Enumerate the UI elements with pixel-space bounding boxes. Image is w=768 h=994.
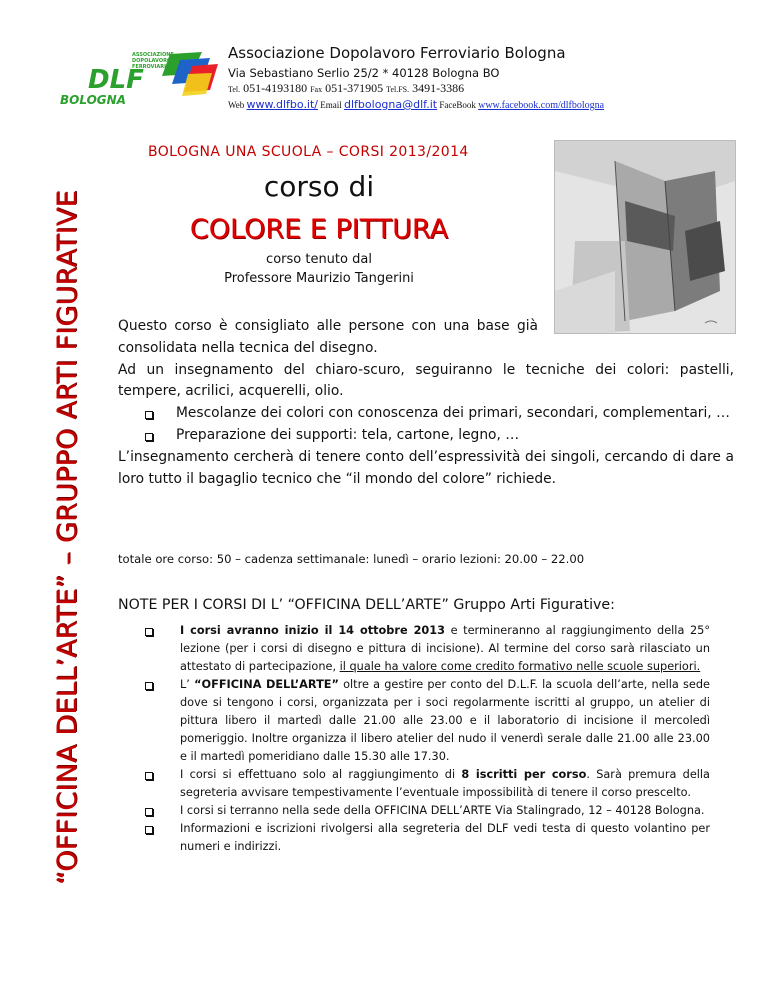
course-description bbox=[118, 316, 734, 490]
teacher-name: Professore Maurizio Tangerini bbox=[224, 271, 414, 286]
list-item: I corsi avranno inizio il 14 ottobre 2013 e termineranno al raggiungimento della 25° lezione (per i corsi di disegno e pittura di incisione). Al termine del corso sarà rilasciato un attestato di partecipazione, il quale ha valore come credito formativo nelle scuole superiori. bbox=[118, 622, 710, 676]
tel-label: Tel. bbox=[228, 85, 241, 94]
svg-text:DOPOLAVORO: DOPOLAVORO bbox=[132, 58, 172, 64]
list-item: I corsi si effettuano solo al raggiungimento di 8 iscritti per corso. Sarà premura della segreteria avvisare tempestivamente l’eventuale impossibilità di tenere il corso prescelto. bbox=[118, 766, 710, 802]
svg-text:FERROVIARIO: FERROVIARIO bbox=[132, 64, 171, 70]
checkbox-bullet-icon bbox=[145, 433, 153, 441]
facebook-label: FaceBook bbox=[439, 100, 476, 110]
vertical-section-title: “OFFICINA DELL’ARTE” – GRUPPO ARTI FIGURATIVE bbox=[52, 190, 83, 885]
list-item: Preparazione dei supporti: tela, cartone, legno, … bbox=[118, 425, 734, 447]
checkbox-bullet-icon bbox=[145, 411, 153, 419]
web-label: Web bbox=[228, 100, 245, 110]
fax-number: 051-371905 bbox=[325, 81, 384, 95]
logo-small-text: ASSOCIAZIONE bbox=[132, 52, 174, 58]
corso-di-heading: corso di bbox=[263, 170, 375, 203]
description-paragraph-2: Ad un insegnamento del chiaro-scuro, seguiranno le tecniche dei colori: pastelli, tempere, acrilici, acquerelli, olio. bbox=[118, 361, 734, 400]
tel-number: 051-4193180 bbox=[243, 81, 308, 95]
notes-list bbox=[118, 622, 710, 856]
org-address: Via Sebastiano Serlio 25/2 * 40128 Bologna BO bbox=[228, 66, 500, 80]
description-bullets bbox=[118, 403, 734, 447]
telfs-label: Tel.FS. bbox=[386, 85, 410, 94]
description-paragraph-1: Questo corso è consigliato alle persone con una base già consolidata nella tecnica del disegno. bbox=[118, 318, 538, 356]
email-link[interactable]: dlfbologna@dlf.it bbox=[344, 98, 438, 111]
facebook-link[interactable]: www.facebook.com/dlfbologna bbox=[478, 100, 605, 111]
checkbox-bullet-icon bbox=[145, 682, 153, 690]
org-web-links bbox=[228, 98, 604, 111]
organization-header bbox=[228, 44, 604, 111]
web-link[interactable]: www.dlfbo.it/ bbox=[246, 98, 319, 111]
course-title: COLORE E PITTURA bbox=[189, 214, 449, 245]
list-item: I corsi si terranno nella sede della OFFICINA DELL’ARTE Via Stalingrado, 12 – 40128 Bologna. bbox=[118, 802, 710, 820]
logo-city: BOLOGNA bbox=[60, 93, 126, 107]
course-schedule: totale ore corso: 50 – cadenza settimanale: lunedì – orario lezioni: 20.00 – 22.00 bbox=[118, 552, 585, 566]
taught-by-label: corso tenuto dal bbox=[266, 252, 372, 267]
fax-label: Fax bbox=[310, 85, 323, 94]
list-item: Mescolanze dei colori con conoscenza dei primari, secondari, complementari, … bbox=[118, 403, 734, 425]
email-label: Email bbox=[320, 100, 342, 110]
org-name: Associazione Dopolavoro Ferroviario Bologna bbox=[228, 44, 566, 62]
telfs-number: 3491-3386 bbox=[412, 81, 465, 95]
artwork-image bbox=[554, 140, 736, 334]
notes-heading: NOTE PER I CORSI DI L’ “OFFICINA DELL’ARTE” Gruppo Arti Figurative: bbox=[118, 597, 615, 613]
checkbox-bullet-icon bbox=[145, 772, 153, 780]
list-item: Informazioni e iscrizioni rivolgersi alla segreteria del DLF vedi testa di questo volantino per numeri e indirizzi. bbox=[118, 820, 710, 856]
logo-text: DLF bbox=[88, 65, 144, 95]
description-paragraph-3: L’insegnamento cercherà di tenere conto dell’espressività dei singoli, cercando di dare a loro tutto il bagaglio tecnico che “il mondo del colore” richiede. bbox=[118, 448, 734, 487]
course-subtitle: BOLOGNA UNA SCUOLA – CORSI 2013/2014 bbox=[148, 144, 469, 160]
list-item: L’ “OFFICINA DELL’ARTE” oltre a gestire per conto del D.L.F. la scuola dell’arte, nella sede dove si tengono i corsi, organizzata per i soci regolarmente iscritti al gruppo, un atelier di pittura libero il martedì dalle 21.00 alle 23.00 e il laboratorio di incisione il mercoledì pomeriggio. Inoltre organizza il libero atelier del nudo il venerdì serale dalle 21.00 alle 23.00 e il martedì pomeridiano dalle 15.30 alle 17.30. bbox=[118, 676, 710, 766]
dlf-logo bbox=[52, 44, 227, 108]
org-contacts bbox=[228, 81, 604, 96]
checkbox-bullet-icon bbox=[145, 628, 153, 636]
checkbox-bullet-icon bbox=[145, 826, 153, 834]
checkbox-bullet-icon bbox=[145, 808, 153, 816]
